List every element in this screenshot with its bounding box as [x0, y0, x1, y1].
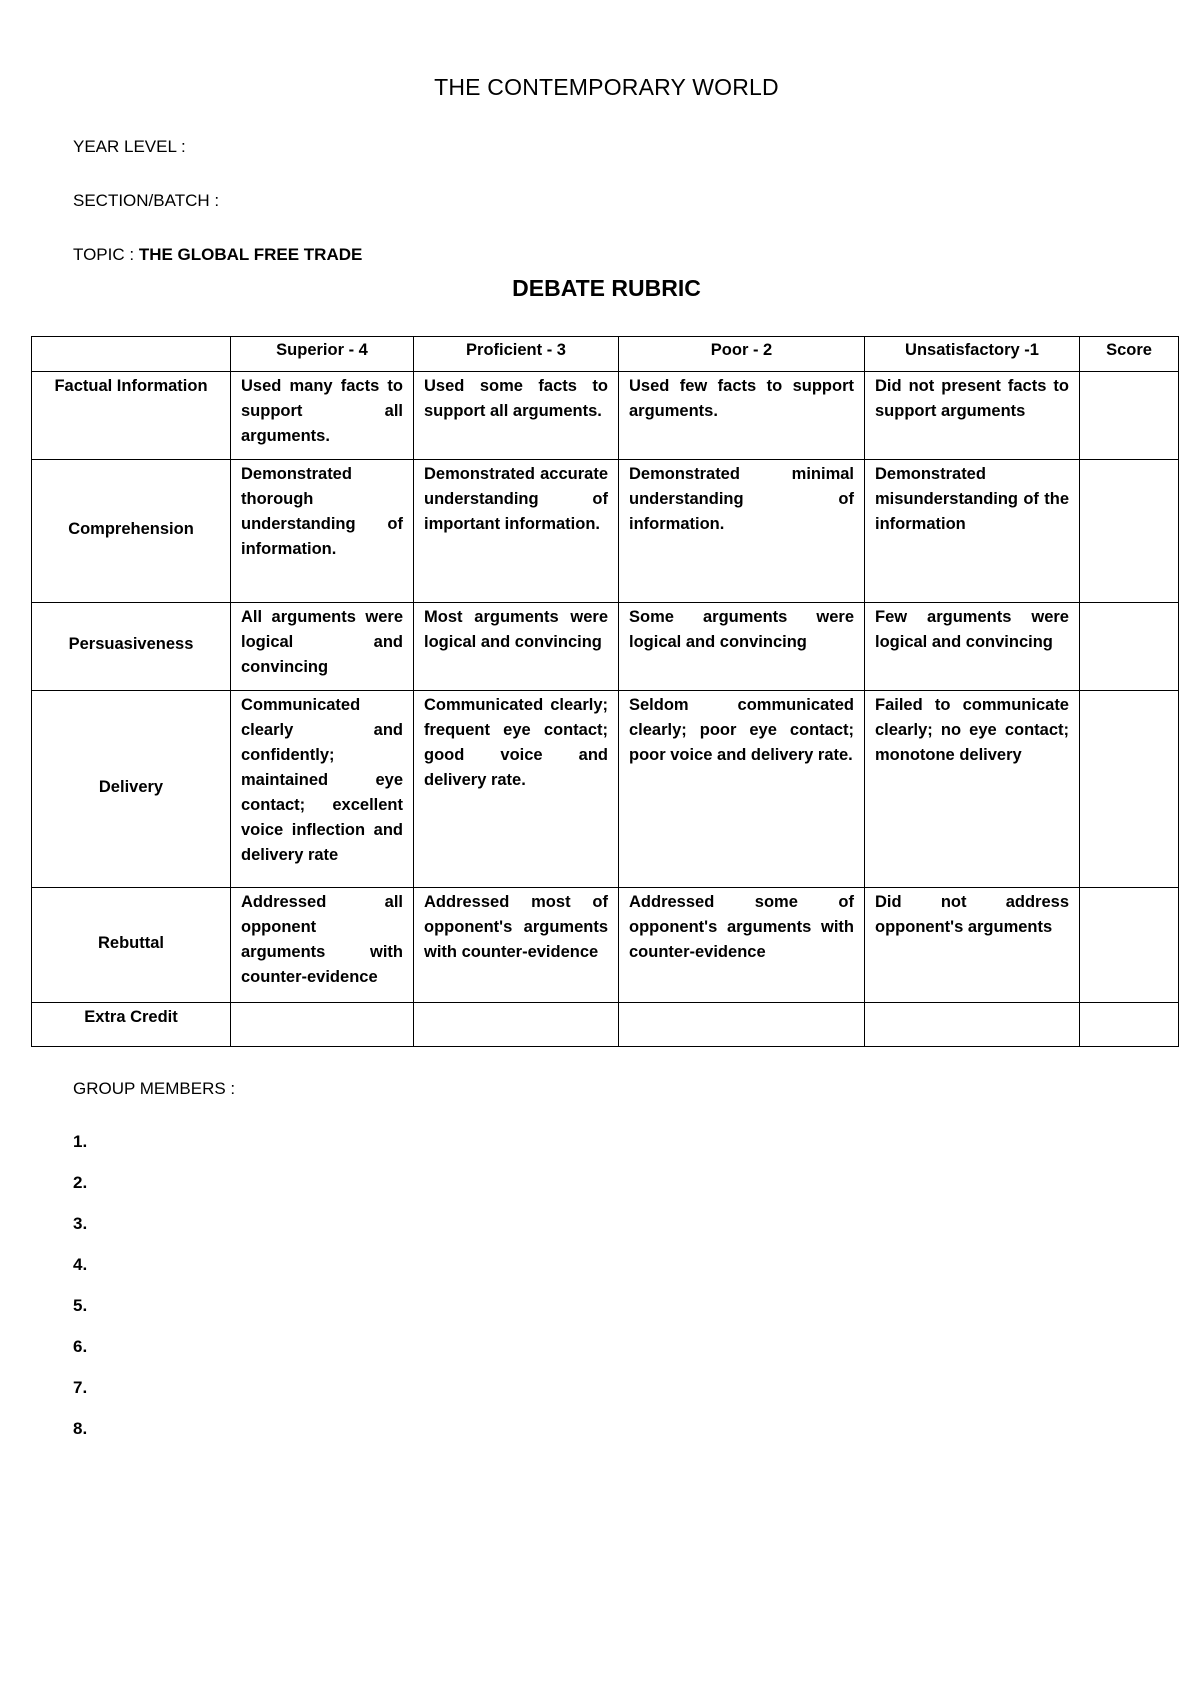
criterion-cell: Comprehension	[32, 460, 231, 603]
list-item: 4.	[73, 1255, 88, 1274]
header-score: Score	[1080, 337, 1179, 372]
superior-cell[interactable]	[231, 1003, 414, 1047]
header-unsatisfactory: Unsatisfactory -1	[865, 337, 1080, 372]
unsatisfactory-cell: Failed to communicate clearly; no eye contact; monotone delivery	[865, 691, 1080, 888]
unsatisfactory-cell: Demonstrated misunderstanding of the information	[865, 460, 1080, 603]
proficient-cell: Demonstrated accurate understanding of important information.	[414, 460, 619, 603]
list-item: 7.	[73, 1378, 88, 1397]
superior-cell: Used many facts to support all arguments.	[231, 372, 414, 460]
score-cell[interactable]	[1080, 1003, 1179, 1047]
score-cell[interactable]	[1080, 372, 1179, 460]
group-members-label: GROUP MEMBERS :	[73, 1079, 236, 1098]
group-members-list	[73, 1132, 87, 1460]
list-item: 2.	[73, 1173, 88, 1192]
topic-label: TOPIC :	[73, 245, 135, 264]
proficient-cell: Communicated clearly; frequent eye contact; good voice and delivery rate.	[414, 691, 619, 888]
superior-cell: Addressed all opponent arguments with counter-evidence	[231, 888, 414, 1003]
poor-cell[interactable]	[619, 1003, 865, 1047]
topic-value: THE GLOBAL FREE TRADE	[138, 245, 363, 264]
header-poor: Poor - 2	[619, 337, 865, 372]
poor-cell: Some arguments were logical and convincing	[619, 603, 865, 691]
table-row	[32, 888, 1179, 1003]
header-superior: Superior - 4	[231, 337, 414, 372]
score-cell[interactable]	[1080, 888, 1179, 1003]
score-cell[interactable]	[1080, 460, 1179, 603]
proficient-cell[interactable]	[414, 1003, 619, 1047]
superior-cell: All arguments were logical and convincing	[231, 603, 414, 691]
proficient-cell: Most arguments were logical and convincing	[414, 603, 619, 691]
unsatisfactory-cell: Did not address opponent's arguments	[865, 888, 1080, 1003]
unsatisfactory-cell: Few arguments were logical and convincing	[865, 603, 1080, 691]
criterion-cell: Delivery	[32, 691, 231, 888]
rubric-table	[31, 336, 1179, 1047]
table-row	[32, 460, 1179, 603]
poor-cell: Seldom communicated clearly; poor eye contact; poor voice and delivery rate.	[619, 691, 865, 888]
score-cell[interactable]	[1080, 691, 1179, 888]
list-item: 3.	[73, 1214, 88, 1233]
header-proficient: Proficient - 3	[414, 337, 619, 372]
proficient-cell: Addressed most of opponent's arguments with counter-evidence	[414, 888, 619, 1003]
list-item: 8.	[73, 1419, 88, 1438]
superior-cell: Demonstrated thorough understanding of information.	[231, 460, 414, 603]
poor-cell: Addressed some of opponent's arguments with counter-evidence	[619, 888, 865, 1003]
unsatisfactory-cell: Did not present facts to support arguments	[865, 372, 1080, 460]
table-row	[32, 1003, 1179, 1047]
header-row	[32, 337, 1179, 372]
proficient-cell: Used some facts to support all arguments.	[414, 372, 619, 460]
score-cell[interactable]	[1080, 603, 1179, 691]
year-level-field	[73, 137, 186, 157]
list-item: 5.	[73, 1296, 88, 1315]
criterion-cell: Extra Credit	[32, 1003, 231, 1047]
rubric-title: DEBATE RUBRIC	[512, 275, 701, 301]
section-batch-field	[73, 191, 219, 211]
list-item: 6.	[73, 1337, 88, 1356]
header-criterion	[32, 337, 231, 372]
poor-cell: Demonstrated minimal understanding of information.	[619, 460, 865, 603]
table-row	[32, 372, 1179, 460]
topic-field	[73, 245, 362, 265]
year-level-label: YEAR LEVEL :	[73, 137, 186, 156]
list-item: 1.	[73, 1132, 88, 1151]
criterion-cell: Factual Information	[32, 372, 231, 460]
unsatisfactory-cell[interactable]	[865, 1003, 1080, 1047]
poor-cell: Used few facts to support arguments.	[619, 372, 865, 460]
table-row	[32, 691, 1179, 888]
criterion-cell: Persuasiveness	[32, 603, 231, 691]
document-title: THE CONTEMPORARY WORLD	[434, 74, 779, 100]
section-batch-label: SECTION/BATCH :	[73, 191, 220, 210]
superior-cell: Communicated clearly and confidently; maintained eye contact; excellent voice inflection and delivery rate	[231, 691, 414, 888]
criterion-cell: Rebuttal	[32, 888, 231, 1003]
table-row	[32, 603, 1179, 691]
